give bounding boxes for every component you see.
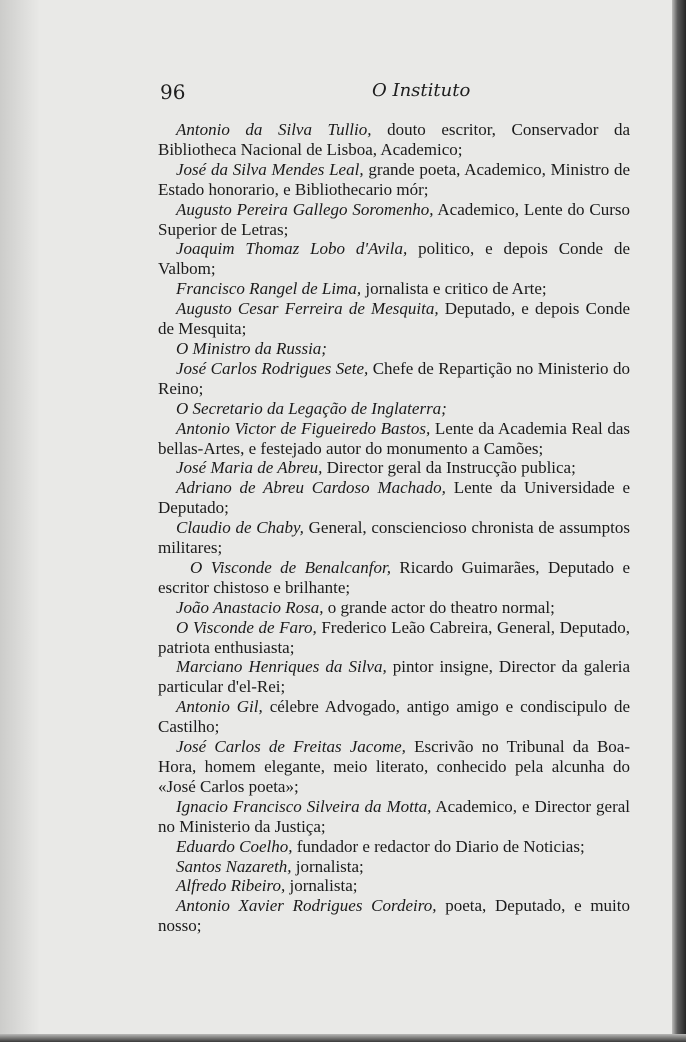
- person-description: General, consciencioso chronista de assumptos militares;: [158, 518, 630, 558]
- person-name: Antonio da Silva Tullio,: [176, 120, 372, 139]
- person-name: Joaquim Thomaz Lobo d'Avila,: [176, 239, 408, 259]
- person-description: o grande actor do theatro normal;: [323, 597, 555, 617]
- person-name: João Anastacio Rosa,: [176, 597, 324, 617]
- page-header: [160, 78, 628, 106]
- person-description: célebre Advogado, antigo amigo e condiscipulo de Castilho;: [158, 697, 630, 737]
- person-description: Academico, Lente do Curso Superior de Letras;: [158, 199, 630, 239]
- list-item: [158, 458, 630, 478]
- person-description: fundador e redactor do Diario de Noticias;: [292, 836, 585, 856]
- list-item: [158, 657, 630, 697]
- list-item: [158, 618, 630, 658]
- person-description: douto escritor, Conservador da Bibliotheca Nacional de Lisboa, Academico;: [158, 120, 630, 159]
- person-description: jornalista;: [285, 876, 358, 896]
- person-description: politico, e depois Conde de Valbom;: [158, 239, 630, 279]
- body-text: [158, 120, 630, 936]
- person-description: Escrivão no Tribunal da Boa-Hora, homem elegante, meio literato, conhecido pela alcunha do «José Carlos poeta»;: [158, 737, 630, 796]
- person-name: O Visconde de Benalcanfor,: [190, 557, 392, 577]
- list-item: [158, 876, 630, 896]
- person-name: José da Silva Mendes Leal,: [176, 159, 364, 179]
- list-item: [158, 160, 630, 200]
- person-name: Augusto Cesar Ferreira de Mesquita,: [176, 299, 439, 319]
- list-item: [158, 857, 630, 877]
- person-description: Academico, e Director geral no Ministerio da Justiça;: [158, 796, 630, 836]
- person-name: José Maria de Abreu,: [176, 458, 323, 478]
- person-name: Alfredo Ribeiro,: [176, 876, 286, 896]
- person-name: Santos Nazareth,: [176, 856, 292, 876]
- person-name: Francisco Rangel de Lima,: [176, 279, 362, 299]
- person-name: Ignacio Francisco Silveira da Motta,: [176, 796, 432, 816]
- page-edge-right: [672, 0, 686, 1042]
- list-item: [158, 837, 630, 857]
- person-description: Lente da Universidade e Deputado;: [158, 478, 630, 518]
- list-item: [158, 797, 630, 837]
- person-name: Claudio de Chaby,: [176, 518, 304, 538]
- list-item: [158, 339, 630, 359]
- list-item: [158, 299, 630, 339]
- page-number: 96: [160, 80, 186, 104]
- list-item: [158, 518, 630, 558]
- person-description: poeta, Deputado, e muito nosso;: [158, 896, 631, 936]
- person-description: Chefe de Repartição no Ministerio do Reino;: [158, 358, 630, 398]
- person-name: Adriano de Abreu Cardoso Machado,: [176, 478, 446, 498]
- person-name: José Carlos de Freitas Jacome,: [176, 737, 406, 757]
- page-edge-bottom: [0, 1034, 686, 1042]
- person-name: Augusto Pereira Gallego Soromenho,: [176, 199, 434, 219]
- person-description: jornalista e critico de Arte;: [361, 279, 547, 299]
- person-description: Frederico Leão Cabreira, General, Deputado, patriota enthusiasta;: [158, 617, 630, 657]
- person-name: Antonio Victor de Figueiredo Bastos,: [176, 418, 431, 438]
- list-item: [158, 737, 630, 797]
- person-name: Antonio Gil,: [176, 697, 263, 717]
- person-name: Marciano Henriques da Silva,: [176, 657, 387, 677]
- list-item: [158, 120, 630, 160]
- list-item: [158, 697, 630, 737]
- list-item: [158, 359, 630, 399]
- person-name: José Carlos Rodrigues Sete,: [176, 358, 369, 378]
- person-name: Eduardo Coelho,: [176, 836, 293, 856]
- list-item: [158, 598, 630, 618]
- list-item: [158, 896, 630, 936]
- list-item: [158, 478, 630, 518]
- list-item: [158, 239, 630, 279]
- list-item: [158, 399, 630, 419]
- list-item: [158, 200, 630, 240]
- person-description: pintor insigne, Director da galeria particular d'el-Rei;: [158, 657, 630, 697]
- person-name: Antonio Xavier Rodrigues Cordeiro,: [176, 896, 437, 916]
- person-name: O Visconde de Faro,: [176, 617, 317, 637]
- person-description: grande poeta, Academico, Ministro de Estado honorario, e Bibliothecario mór;: [158, 159, 631, 199]
- running-title: O Instituto: [372, 80, 471, 101]
- person-name: O Ministro da Russia;: [176, 338, 327, 358]
- person-description: Deputado, e depois Conde de Mesquita;: [158, 299, 630, 339]
- person-description: Ricardo Guimarães, Deputado e escritor chistoso e brilhante;: [158, 557, 630, 597]
- person-description: Lente da Academia Real das bellas-Artes, e festejado autor do monumento a Camões;: [158, 418, 630, 458]
- person-description: jornalista;: [291, 856, 364, 876]
- list-item: [158, 558, 630, 598]
- list-item: [158, 419, 630, 459]
- person-name: O Secretario da Legação de Inglaterra;: [176, 398, 447, 418]
- list-item: [158, 279, 630, 299]
- person-description: Director geral da Instrucção publica;: [322, 458, 576, 478]
- page-shading: [0, 0, 40, 1036]
